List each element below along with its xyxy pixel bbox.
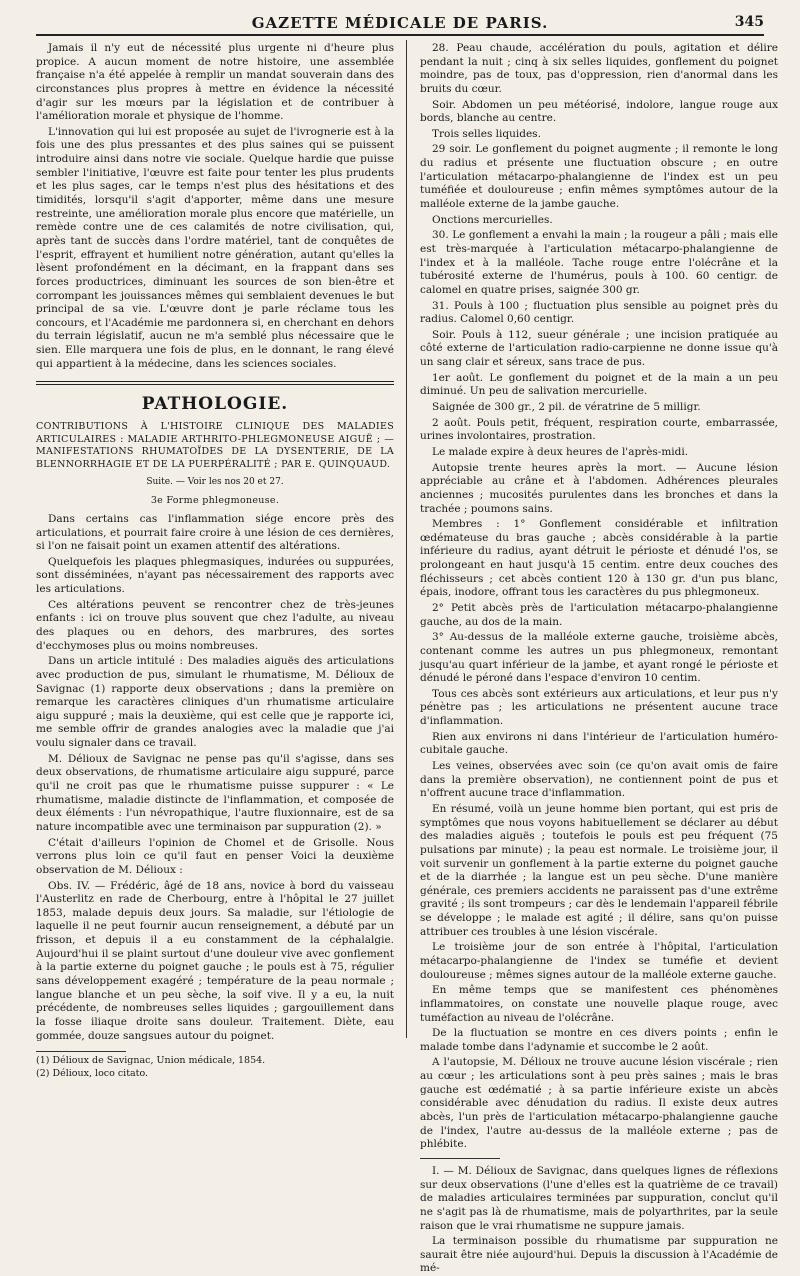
article-title: CONTRIBUTIONS À L'HISTOIRE CLINIQUE DES MALADIES ARTICULAIRES : MALADIE ARTHRITO-PHLEGMONEUSE AIGUË ; — MANIFESTATIONS RHUMATOÏDES DE LA DYSENTERIE, DE LA BLENNORRHAGIE ET DE LA PUERPÉRALITÉ ; PAR E. QUINQUAUD.	[36, 421, 394, 470]
article-subhead: 3e Forme phlegmoneuse.	[150, 494, 280, 506]
paragraph: 28. Peau chaude, accélération du pouls, agitation et délire pendant la nuit ; cinq à six selles liquides, gonflement du poignet moindre, pas de toux, pas d'oppression, rien d'anormal dans les bruits du cœur.	[420, 42, 778, 95]
paragraph: 3° Au-dessus de la malléole externe gauche, troisième abcès, contenant comme les autres un pus phlegmoneux, remontant jusqu'au quart inférieur de la jambe, et ayant rongé le périoste et dénudé le péroné dans l'espace d'environ 10 centim.	[420, 631, 778, 685]
paragraph: Onctions mercurielles.	[432, 213, 553, 226]
paragraph: 2° Petit abcès près de l'articulation métacarpo-phalangienne gauche, au dos de la main.	[420, 601, 778, 628]
paragraph: Quelquefois les plaques phlegmasiques, indurées ou suppurées, sont disséminées, n'ayant pas nécessairement des rapports avec les articulations.	[36, 555, 394, 596]
paragraph: L'innovation qui lui est proposée au sujet de l'ivrognerie est à la fois une des plus pressantes et des plus saines qui se puissent introduire ainsi dans notre vie sociale. Quelque hardie que puisse sembler l'initiative, l'œuvre est faite pour tenter les plus prudents et les plus sages, car le temps n'est plus des hésitations et des timidités, lorsqu'il s'agit d'apporter, même dans une mesure restreinte, une amélioration morale plus encore que matérielle, un remède contre une de ces calamités de notre civilisation, qui, après tant de succès dans l'ordre matériel, tant de conquêtes de l'esprit, effrayent et humilient notre génération, autant qu'elles la lèsent profondément en la décimant, en la frappant dans ses forces productrices, diminuant les sources de son bien-être et corrompant les jouissances mêmes qui semblaient devenues le but principal de sa vie. L'œuvre dont je parle réclame tous les concours, et l'Académie me pardonnera si, en cherchant en dehors du terrain législatif, aucun ne m'a semblé plus nécessaire que le sien. Elle marquera une fois de plus, en le donnant, le rang élevé qui appartient à la médecine, dans les sciences sociales.	[36, 125, 394, 370]
paragraph: C'était d'ailleurs l'opinion de Chomel et de Grisolle. Nous verrons plus loin ce qu'il faut en penser Voici la deuxième observation de M. Délioux :	[36, 836, 394, 876]
paragraph: Ces altérations peuvent se rencontrer chez de très-jeunes enfants : ici on trouve plus souvent que chez l'adulte, au niveau des plaques ou en dehors, des marbrures, des sortes d'ecchymoses plus ou moins nombreuses.	[36, 598, 394, 652]
paragraph: I. — M. Délioux de Savignac, dans quelques lignes de réflexions sur deux observations (l'une d'elles est la quatrième de ce travail) de maladies articulaires terminées par suppuration, conclut qu'il ne s'agit pas là de rhumatisme, mais de polyarthrites, par la seule raison que le vrai rhumatisme ne suppure jamais.	[420, 1164, 778, 1232]
paragraph: 31. Pouls à 100 ; fluctuation plus sensible au poignet près du radius. Calomel 0,60 centigr.	[420, 299, 778, 326]
paragraph: Soir. Abdomen un peu météorisé, indolore, langue rouge aux bords, blanche au centre.	[420, 98, 778, 125]
paragraph: Le malade expire à deux heures de l'après-midi.	[432, 445, 689, 458]
paragraph: Soir. Pouls à 112, sueur générale ; une incision pratiquée au côté externe de l'articulation radio-carpienne ne donne issue qu'à un sang clair et séreux, sans trace de pus.	[420, 328, 778, 369]
paragraph-rule	[420, 1158, 500, 1159]
section-separator	[36, 381, 394, 385]
footnote-rule	[36, 1051, 126, 1052]
paragraph: Le troisième jour de son entrée à l'hôpital, l'articulation métacarpo-phalangienne de l'index se tuméfie et devient douloureuse ; mêmes signes autour de la malléole externe gauche.	[420, 941, 778, 981]
paragraph: Dans un article intitulé : Des maladies aiguës des articulations avec production de pus, simulant le rhumatisme, M. Délioux de Savignac (1) rapporte deux observations ; dans la première on remarque les caractères cliniques d'un rhumatisme articulaire aigu suppuré ; mais la deuxième, qui est celle que je rapporte ici, me semble offrir de grandes analogies avec la maladie que j'ai voulu signaler dans ce travail.	[36, 655, 394, 750]
section-title: PATHOLOGIE.	[141, 394, 289, 415]
paragraph: Autopsie trente heures après la mort. — Aucune lésion appréciable au crâne et à l'abdomen. Adhérences pleurales anciennes ; mucosités purulentes dans les bronches et dans la trachée ; poumons sains.	[420, 461, 778, 515]
column-divider	[406, 40, 407, 1038]
paragraph: De la fluctuation se montre en ces divers points ; enfin le malade tombe dans l'adynamie et succombe le 2 août.	[420, 1027, 778, 1053]
paragraph: Dans certains cas l'inflammation siége encore près des articulations, et pourrait faire croire à une lésion de ces dernières, si l'on ne faisait point un examen attentif des altérations.	[36, 512, 394, 553]
paragraph: 30. Le gonflement a envahi la main ; la rougeur a pâli ; mais elle est très-marquée à l'articulation métacarpo-phalangienne de l'index et à la malléole. Tache rouge entre l'olécrâne et la tubérosité externe de l'humérus, pouls à 100. 60 centigr. de calomel en quatre prises, saignée 300 gr.	[420, 229, 778, 296]
paragraph: En résumé, voilà un jeune homme bien portant, qui est pris de symptômes que nous voyons habituellement se déclarer au début des maladies aiguës ; toutefois le pouls est peu fréquent (75 pulsations par minute) ; la peau est normale. Le troisième jour, il voit survenir un gonflement à la partie externe du poignet gauche et de la diarrhée ; la langue est un peu sèche. D'une manière générale, ces premiers accidents ne paraissent pas d'une extrême gravité ; ils sont trompeurs ; car dès le lendemain l'appareil fébrile se développe ; le malade est agité ; il délire, sans qu'on puisse attribuer ces troubles à une lésion viscérale.	[420, 802, 778, 938]
right-column	[420, 42, 778, 1275]
paragraph: Rien aux environs ni dans l'intérieur de l'articulation huméro-cubitale gauche.	[420, 730, 778, 757]
paragraph: Membres : 1° Gonflement considérable et infiltration œdémateuse du bras gauche ; abcès considérable à la partie inférieure du radius, ayant détruit le périoste et dénudé l'os, se prolongeant en haut jusqu'à 15 centim. entre deux couches des fléchisseurs ; cet abcès contient 120 à 130 gr. d'un pus blanc, épais, inodore, offrant tous les caractères du pus phlegmoneux.	[420, 518, 778, 599]
paragraph: Tous ces abcès sont extérieurs aux articulations, et leur pus n'y pénètre pas ; les articulations ne présentent aucune trace d'inflammation.	[420, 687, 778, 728]
paragraph: 1er août. Le gonflement du poignet et de la main a un peu diminué. Un peu de salivation mercurielle.	[420, 371, 778, 398]
left-column	[36, 42, 394, 1079]
paragraph: 2 août. Pouls petit, fréquent, respiration courte, embarrassée, urines involontaires, prostration.	[420, 416, 778, 443]
paragraph: La terminaison possible du rhumatisme par suppuration ne saurait être niée aujourd'hui. Depuis la discussion à l'Académie de mé-	[420, 1235, 778, 1275]
paragraph: A l'autopsie, M. Délioux ne trouve aucune lésion viscérale ; rien au cœur ; les articulations sont à peu près saines ; mais le bras gauche est œdématié ; à sa partie inférieure existe un abcès considérable avec dénudation du radius. Il existe deux autres abcès, l'un près de l'articulation métacarpo-phalangienne gauche de l'index, l'autre au-dessus de la malléole externe ; pas de phlébite.	[420, 1056, 778, 1151]
paragraph: 29 soir. Le gonflement du poignet augmente ; il remonte le long du radius et présente une fluctuation obscure ; en outre l'articulation métacarpo-phalangienne de l'index est un peu tuméfiée et douloureuse ; enfin mêmes symptômes autour de la malléole externe de la jambe gauche.	[420, 143, 778, 211]
page-header	[36, 10, 764, 36]
paragraph: En même temps que se manifestent ces phénomènes inflammatoires, on constate une nouvelle plaque rouge, avec tuméfaction au niveau de l'olécrâne.	[420, 984, 778, 1024]
paragraph: Les veines, observées avec soin (ce qu'on avait omis de faire dans la première observation), ne contiennent point de pus et n'offrent aucune trace d'inflammation.	[420, 760, 778, 800]
paragraph: M. Délioux de Savignac ne pense pas qu'il s'agisse, dans ses deux observations, de rhumatisme articulaire aigu suppuré, parce qu'il ne croit pas que le rhumatisme puisse suppurer : « Le rhumatisme, maladie distincte de l'inflammation, et composée de deux éléments : l'un névropathique, l'autre fluxionnaire, est de sa nature incompatible avec une terminaison par suppuration (2). »	[36, 752, 394, 833]
footnote: (1) Délioux de Savignac, Union médicale, 1854.	[36, 1055, 266, 1067]
suite-note: Suite. — Voir les nos 20 et 27.	[146, 476, 284, 487]
page-number: 345	[734, 14, 764, 30]
paragraph: Saignée de 300 gr., 2 pil. de vératrine de 5 milligr.	[432, 401, 701, 414]
journal-title: GAZETTE MÉDICALE DE PARIS.	[251, 14, 549, 32]
footnote: (2) Délioux, loco citato.	[36, 1067, 149, 1079]
paragraph: Obs. IV. — Frédéric, âgé de 18 ans, novice à bord du vaisseau l'Austerlitz en rade de Cherbourg, entre à l'hôpital le 27 juillet 1853, malade depuis deux jours. Sa maladie, sur l'étiologie de laquelle il ne peut fournir aucun renseignement, a débuté par un frisson, et depuis il a eu constamment de la céphalalgie. Aujourd'hui il se plaint surtout d'une douleur vive avec gonflement à la partie externe du poignet gauche ; le pouls est à 75, régulier sans développement exagéré ; température de la peau normale ; langue blanche et un peu sèche, la soif vive. Il y a eu, la nuit précédente, de nombreuses selles liquides ; gargouillement dans la fosse iliaque droite sans douleur. Traitement. Diète, eau gommée, douze sangsues autour du poignet.	[36, 879, 394, 1042]
paragraph: Trois selles liquides.	[432, 127, 541, 140]
paragraph: Jamais il n'y eut de nécessité plus urgente ni d'heure plus propice. A aucun moment de notre histoire, une assemblée française n'a été appelée à remplir un mandat souverain dans des circonstances plus propres à mettre en évidence la nécessité d'agir sur les mœurs par la législation et de contribuer à l'amélioration morale et physique de l'homme.	[36, 42, 394, 123]
